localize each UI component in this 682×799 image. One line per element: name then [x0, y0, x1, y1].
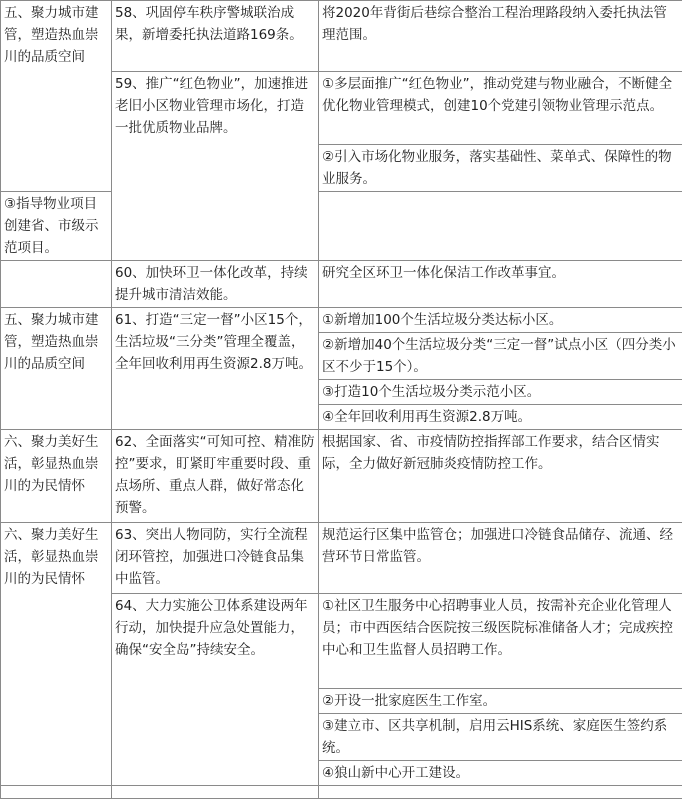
area-cell: [1, 430, 112, 523]
area-text: 五、聚力城市建管，塑造热血崇川的品质空间: [4, 5, 99, 65]
measure-cell: [319, 72, 682, 145]
table-row: [1, 192, 682, 261]
task-text: 61、打造“三定一督”小区15个，生活垃圾“三分类”管理全覆盖，全年回收利用再生资源2.8万吨。: [115, 312, 312, 372]
table-row: [1, 1, 682, 72]
table-row: [1, 786, 682, 799]
measure-cell: [319, 333, 682, 380]
measure-text: ④全年回收利用再生资源2.8万吨。: [322, 409, 531, 425]
area-cell-continued: [1, 261, 112, 308]
measure-cell: [319, 405, 682, 430]
measure-text: ②引入市场化物业服务，落实基础性、菜单式、保障性的物业服务。: [322, 149, 672, 187]
measure-cell: [1, 192, 112, 261]
empty-cell: [1, 786, 112, 799]
measure-text: 规范运行区集中监管仓；加强进口冷链食品储存、流通、经营环节日常监管。: [322, 527, 673, 565]
task-text: 64、大力实施公卫体系建设两年行动，加快提升应急处置能力，确保“安全岛”持续安全。: [115, 598, 308, 658]
table-row: [1, 523, 682, 594]
measure-text: ③打造10个生活垃圾分类示范小区。: [322, 384, 540, 400]
measure-text: ②开设一批家庭医生工作室。: [322, 693, 496, 709]
area-text: 五、聚力城市建管，塑造热血崇川的品质空间: [4, 312, 99, 372]
measure-text: ①多层面推广“红色物业”，推动党建与物业融合，不断健全优化物业管理模式，创建10个党建引领物业管理示范点。: [322, 76, 672, 114]
measure-cell: [319, 714, 682, 761]
measure-cell: [319, 380, 682, 405]
area-cell: [1, 308, 112, 430]
measure-text: ④狼山新中心开工建设。: [322, 765, 469, 781]
measure-cell: [319, 145, 682, 192]
measure-cell: [319, 261, 682, 308]
measure-cell: [319, 689, 682, 714]
measure-text: ①新增加100个生活垃圾分类达标小区。: [322, 312, 562, 328]
area-cell: [1, 523, 112, 786]
measure-text: ③建立市、区共享机制，启用云HIS系统、家庭医生签约系统。: [322, 718, 667, 756]
task-cell: [112, 594, 319, 786]
task-cell: [112, 523, 319, 594]
task-cell: [112, 308, 319, 430]
area-text: 六、聚力美好生活，彰显热血崇川的为民情怀: [4, 434, 99, 494]
measure-cell: [319, 308, 682, 333]
task-text: 58、巩固停车秩序警城联治成果，新增委托执法道路169条。: [115, 5, 303, 43]
measure-cell: [319, 523, 682, 594]
task-cell: [112, 1, 319, 72]
task-text: 60、加快环卫一体化改革，持续提升城市清洁效能。: [115, 265, 308, 303]
task-cell: [112, 430, 319, 523]
measure-text: 研究全区环卫一体化保洁工作改革事宜。: [322, 265, 565, 281]
measure-cell: [319, 1, 682, 72]
task-text: 62、全面落实“可知可控、精准防控”要求，盯紧盯牢重要时段、重点场所、重点人群，做好常态化预警。: [115, 434, 315, 516]
measure-text: ①社区卫生服务中心招聘事业人员，按需补充企业化管理人员；市中西医结合医院按三级医院标准储备人才；完成疾控中心和卫生监督人员招聘工作。: [322, 598, 673, 658]
measure-text: ②新增加40个生活垃圾分类“三定一督”试点小区（四分类小区不少于15个）。: [322, 337, 676, 375]
measure-cell: [319, 594, 682, 689]
table-row: [1, 308, 682, 333]
task-text: 63、突出人物同防，实行全流程闭环管控，加强进口冷链食品集中监管。: [115, 527, 308, 587]
empty-cell: [112, 786, 319, 799]
area-cell: [1, 1, 112, 192]
task-text: 59、推广“红色物业”，加速推进老旧小区物业管理市场化，打造一批优质物业品牌。: [115, 76, 308, 136]
table-row: [1, 261, 682, 308]
measure-text: 根据国家、省、市疫情防控指挥部工作要求，结合区情实际，全力做好新冠肺炎疫情防控工作。: [322, 434, 660, 472]
table-row: [1, 430, 682, 523]
measure-text: ③指导物业项目创建省、市级示范项目。: [4, 196, 99, 256]
area-text: 六、聚力美好生活，彰显热血崇川的为民情怀: [4, 527, 99, 587]
empty-cell: [319, 786, 682, 799]
measure-text: 将2020年背街后巷综合整治工程治理路段纳入委托执法管理范围。: [322, 5, 667, 43]
measure-cell: [319, 430, 682, 523]
task-cell: [112, 261, 319, 308]
measure-cell: [319, 761, 682, 786]
task-cell: [112, 72, 319, 261]
